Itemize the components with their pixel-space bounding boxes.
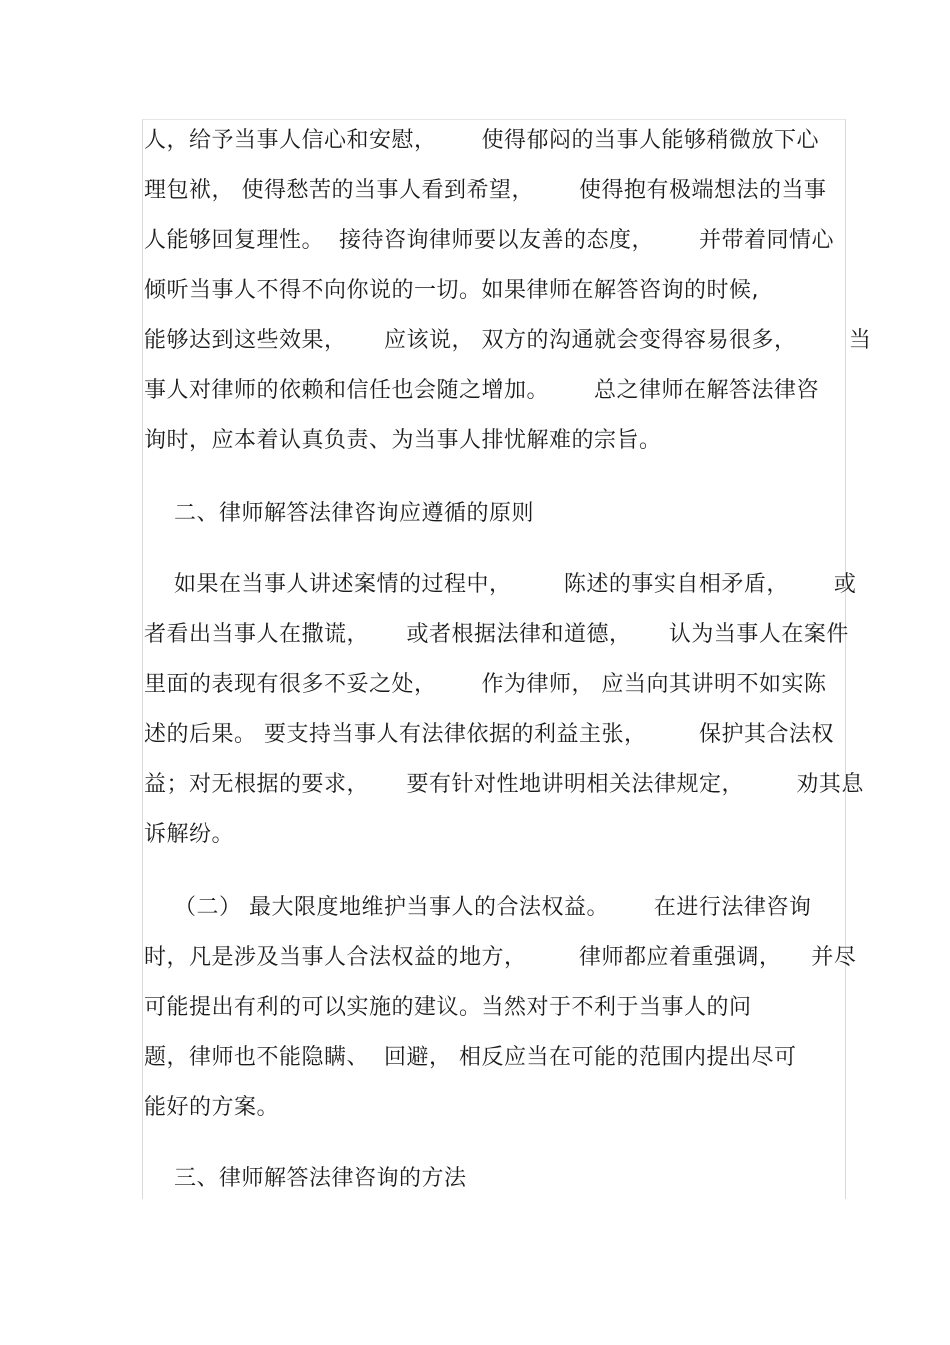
text-line: 诉解纷。: [144, 822, 235, 847]
text-line: 述的后果。 要支持当事人有法律依据的利益主张， 保护其合法权: [144, 722, 834, 747]
text-line: 事人对律师的依赖和信任也会随之增加。 总之律师在解答法律咨: [144, 378, 819, 403]
text-line: 能够达到这些效果， 应该说， 双方的沟通就会变得容易很多， 当: [144, 328, 872, 353]
text-line: 益；对无根据的要求， 要有针对性地讲明相关法律规定， 劝其息: [144, 772, 864, 797]
text-line: 者看出当事人在撒谎， 或者根据法律和道德， 认为当事人在案件: [144, 622, 849, 647]
text-line: （二） 最大限度地维护当事人的合法权益。 在进行法律咨询: [144, 895, 812, 920]
text-line: 人，给予当事人信心和安慰， 使得郁闷的当事人能够稍微放下心: [144, 128, 819, 153]
text-line: 询时，应本着认真负责、为当事人排忧解难的宗旨。: [144, 428, 662, 453]
text-line: 时，凡是涉及当事人合法权益的地方， 律师都应着重强调， 并尽: [144, 945, 857, 970]
section-heading: 二、律师解答法律咨询应遵循的原则: [144, 501, 534, 526]
section-heading: 三、律师解答法律咨询的方法: [144, 1166, 467, 1191]
text-line: 题，律师也不能隐瞒、 回避， 相反应当在可能的范围内提出尽可: [144, 1045, 797, 1070]
text-line: 能好的方案。: [144, 1095, 280, 1120]
text-line: 如果在当事人讲述案情的过程中， 陈述的事实自相矛盾， 或: [144, 572, 857, 597]
text-line: 倾听当事人不得不向你说的一切。如果律师在解答咨询的时候,: [144, 278, 759, 303]
text-line: 可能提出有利的可以实施的建议。当然对于不利于当事人的问: [144, 995, 752, 1020]
text-line: 人能够回复理性。 接待咨询律师要以友善的态度， 并带着同情心: [144, 228, 834, 253]
text-line: 里面的表现有很多不妥之处， 作为律师， 应当向其讲明不如实陈: [144, 672, 827, 697]
text-line: 理包袱， 使得愁苦的当事人看到希望， 使得抱有极端想法的当事: [144, 178, 827, 203]
